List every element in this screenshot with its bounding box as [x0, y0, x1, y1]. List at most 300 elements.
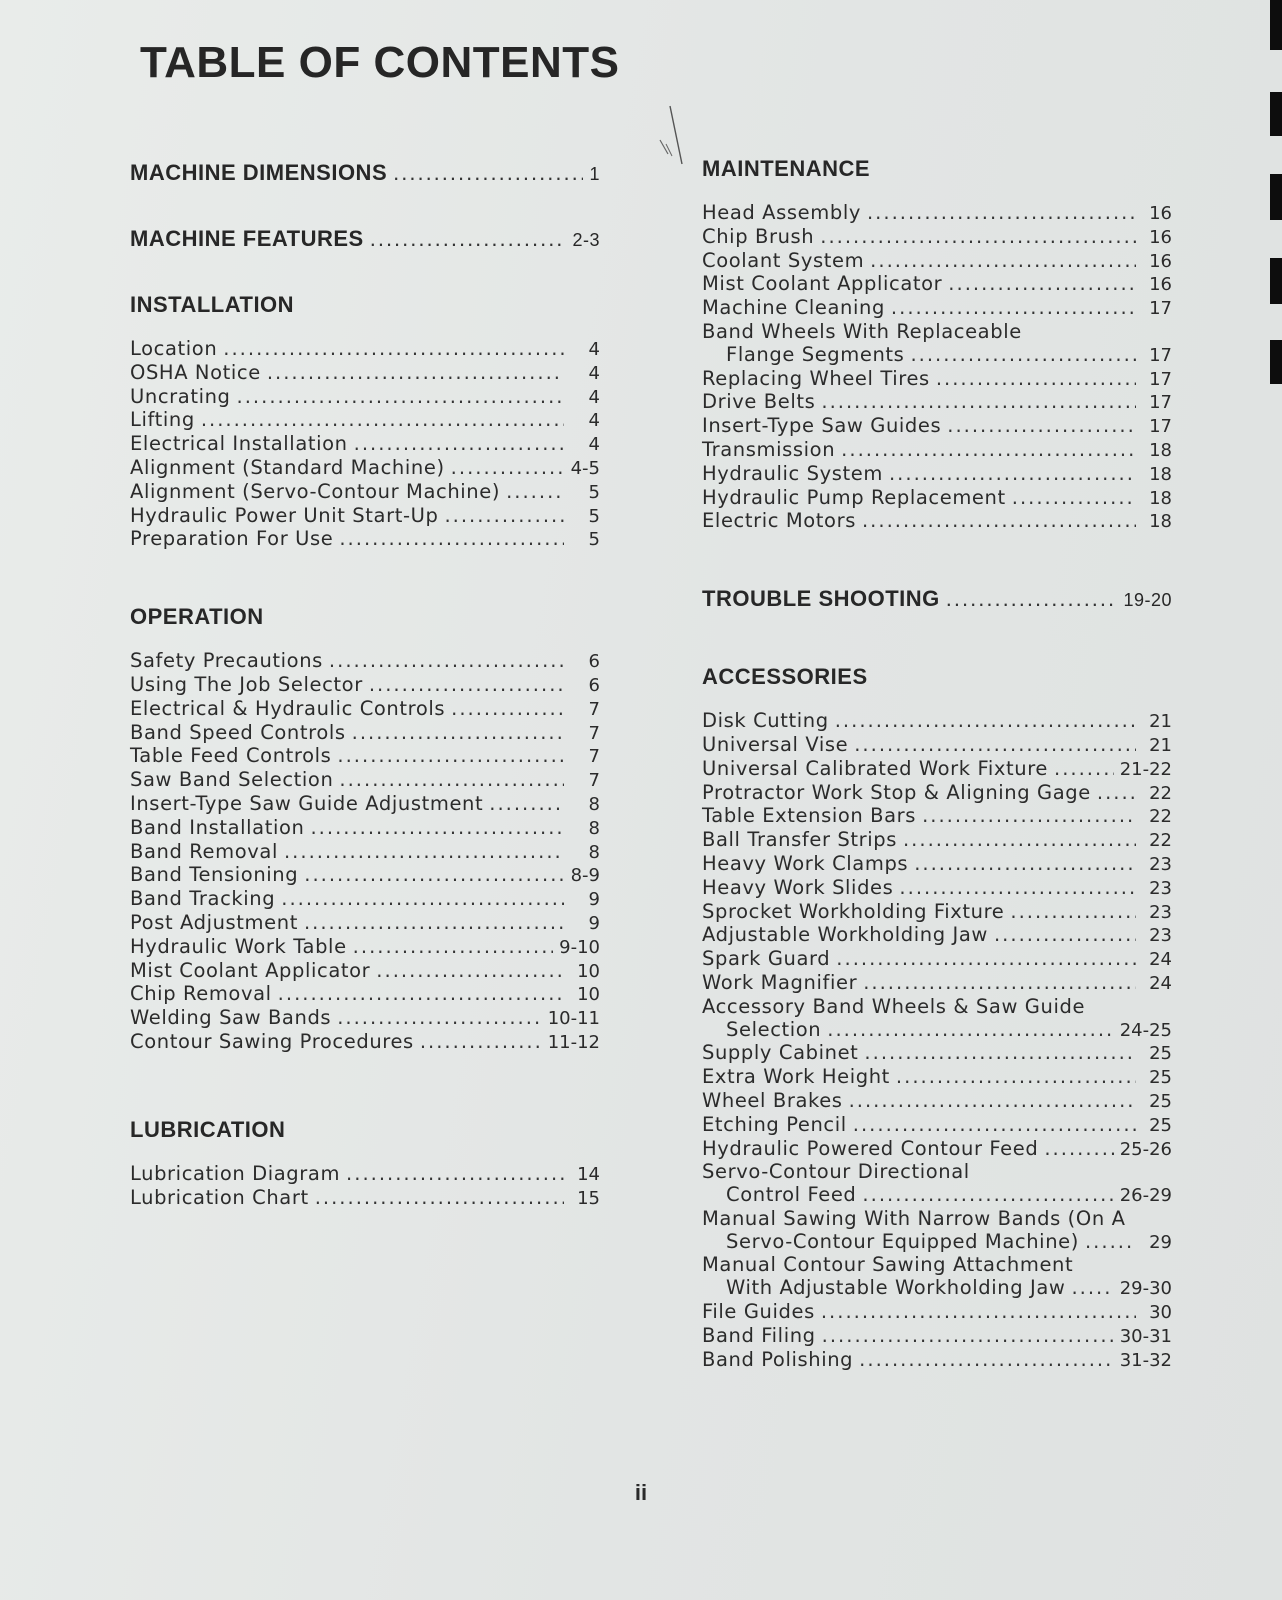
- toc-entry-page: 25: [1149, 1090, 1172, 1112]
- toc-entry-page: 4-5: [570, 457, 600, 479]
- toc-entry-label: Etching Pencil: [702, 1112, 847, 1136]
- dot-leader: [304, 864, 564, 887]
- dot-leader: [946, 586, 1118, 612]
- toc-entry-page: 5: [588, 505, 600, 527]
- dot-leader: [896, 1066, 1136, 1089]
- toc-entry-label: Control Feed: [726, 1183, 857, 1207]
- toc-section: [702, 586, 1172, 612]
- toc-entry: [130, 841, 600, 865]
- toc-entry-page: 5: [588, 529, 600, 551]
- toc-entry: [702, 510, 1172, 534]
- section-spacer: [702, 534, 1172, 586]
- dot-leader: [267, 362, 564, 385]
- toc-entry-page: 26-29: [1119, 1185, 1172, 1207]
- section-heading: [130, 604, 600, 630]
- toc-entry: [702, 710, 1172, 734]
- toc-entry: [130, 817, 600, 841]
- dot-leader: [863, 972, 1136, 995]
- dot-leader: [859, 1349, 1114, 1372]
- toc-entry: [130, 1031, 600, 1055]
- toc-entry-label: Band Tracking: [130, 887, 276, 911]
- toc-entry-page: 8: [588, 793, 600, 815]
- toc-entry-label: Location: [130, 337, 218, 360]
- toc-entry-page: 17: [1149, 298, 1172, 320]
- toc-entry: [702, 1090, 1172, 1114]
- toc-entry: [702, 853, 1172, 877]
- toc-entry-label: Lifting: [130, 408, 195, 432]
- toc-entry-page: 8: [588, 817, 600, 839]
- dot-leader: [337, 745, 564, 768]
- toc-entry: [702, 1138, 1172, 1162]
- toc-entry-label: Hydraulic Power Unit Start-Up: [130, 503, 439, 527]
- toc-entry-label: Alignment (Standard Machine): [130, 455, 445, 479]
- toc-entry-label: Replacing Wheel Tires: [702, 366, 930, 390]
- toc-entry: [702, 273, 1172, 297]
- dot-leader: [420, 1031, 542, 1054]
- dot-leader: [922, 805, 1136, 828]
- toc-entry-label: Spark Guard: [702, 947, 831, 971]
- toc-entry-page: 22: [1149, 782, 1172, 804]
- toc-entry: [702, 439, 1172, 463]
- toc-entry-page: 17: [1149, 392, 1172, 414]
- toc-entry-label: Saw Band Selection: [130, 768, 334, 792]
- dot-leader: [862, 1184, 1113, 1207]
- toc-entry-label: Electric Motors: [702, 509, 856, 533]
- dot-leader: [891, 297, 1136, 320]
- toc-entry-page: 23: [1149, 925, 1172, 947]
- dot-leader: [835, 710, 1136, 733]
- section-page-number: 1: [589, 164, 600, 184]
- toc-entry: [130, 386, 600, 410]
- toc-entry-list: [702, 710, 1172, 1372]
- toc-entry-label: Transmission: [702, 437, 836, 461]
- section-spacer: [130, 252, 600, 292]
- toc-entry: [702, 1019, 1172, 1043]
- dot-leader: [353, 936, 553, 959]
- toc-entry-list: [702, 202, 1172, 534]
- dot-leader: [281, 888, 564, 911]
- toc-entry-label: Insert-Type Saw Guide Adjustment: [130, 791, 484, 815]
- toc-entry: [702, 1042, 1172, 1066]
- dot-leader: [936, 368, 1136, 391]
- toc-right-column: [702, 156, 1172, 1372]
- toc-entry-label: Safety Precautions: [130, 649, 323, 673]
- toc-entry-label: OSHA Notice: [130, 360, 261, 384]
- toc-entry: [702, 297, 1172, 321]
- toc-section: [130, 292, 600, 552]
- toc-entry-page: 8-9: [570, 865, 600, 887]
- toc-entry: [702, 368, 1172, 392]
- toc-entry-page: 21-22: [1119, 758, 1172, 780]
- toc-entry: [130, 722, 600, 746]
- toc-entry: [130, 457, 600, 481]
- dot-leader: [489, 793, 564, 816]
- toc-entry-page: 21: [1149, 711, 1172, 733]
- toc-entry-label: Extra Work Height: [702, 1065, 890, 1089]
- toc-entry-label: Band Polishing: [702, 1347, 854, 1371]
- toc-entry: [702, 1231, 1172, 1255]
- toc-entry-page: 9: [588, 912, 600, 934]
- binder-hole: [1270, 258, 1282, 304]
- toc-entry-label: Heavy Work Clamps: [702, 851, 909, 875]
- toc-entry: [702, 1254, 1172, 1277]
- dot-leader: [867, 202, 1136, 225]
- toc-entry: [702, 250, 1172, 274]
- section-page-number: 19-20: [1123, 590, 1172, 611]
- toc-entry-label: Sprocket Workholding Fixture: [702, 899, 1005, 923]
- dot-leader: [339, 528, 564, 551]
- toc-entry-label: Hydraulic System: [702, 461, 883, 485]
- section-heading-label: TROUBLE SHOOTING: [702, 586, 940, 612]
- page-title: TABLE OF CONTENTS: [140, 38, 620, 87]
- toc-entry-page: 16: [1149, 274, 1172, 296]
- toc-entry-label: Machine Cleaning: [702, 296, 885, 320]
- toc-entry: [130, 936, 600, 960]
- toc-entry-page: 7: [588, 746, 600, 768]
- toc-entry-label: Chip Brush: [702, 224, 815, 248]
- dot-leader: [304, 912, 564, 935]
- toc-entry-label: Selection: [726, 1017, 822, 1041]
- toc-entry-label: Hydraulic Pump Replacement: [702, 485, 1006, 509]
- dot-leader: [451, 698, 564, 721]
- toc-entry-label: Electrical & Hydraulic Controls: [130, 696, 446, 720]
- dot-leader: [1012, 487, 1136, 510]
- toc-entry-label: Flange Segments: [726, 342, 905, 366]
- toc-entry-page: 10: [577, 960, 600, 982]
- section-heading-label: OPERATION: [130, 604, 264, 630]
- toc-entry-label: File Guides: [702, 1300, 815, 1324]
- toc-entry-page: 22: [1149, 806, 1172, 828]
- dot-leader: [315, 1187, 564, 1210]
- dot-leader: [1044, 1138, 1113, 1161]
- toc-entry-page: 7: [588, 722, 600, 744]
- dot-leader: [284, 841, 564, 864]
- toc-entry: [130, 960, 600, 984]
- toc-entry-label: Universal Calibrated Work Fixture: [702, 756, 1049, 780]
- toc-entry: [130, 362, 600, 386]
- dot-leader: [870, 250, 1136, 273]
- toc-entry: [702, 901, 1172, 925]
- section-heading: [702, 156, 1172, 182]
- toc-entry-page: 4: [588, 434, 600, 456]
- section-heading: [702, 586, 1172, 612]
- toc-entry-list: [130, 650, 600, 1055]
- dot-leader: [903, 829, 1136, 852]
- toc-entry-list: [130, 338, 600, 552]
- toc-entry-page: 18: [1149, 487, 1172, 509]
- section-heading-label: LUBRICATION: [130, 1116, 286, 1142]
- toc-entry-page: 16: [1149, 226, 1172, 248]
- toc-entry: [702, 972, 1172, 996]
- toc-entry-label: Post Adjustment: [130, 910, 298, 934]
- toc-entry-label: Band Wheels With Replaceable: [702, 319, 1022, 343]
- section-heading-label: INSTALLATION: [130, 292, 295, 317]
- toc-entry-page: 9: [588, 889, 600, 911]
- toc-entry-label: Hydraulic Work Table: [130, 934, 347, 958]
- toc-entry-page: 18: [1149, 463, 1172, 485]
- toc-entry-label: Preparation For Use: [130, 527, 334, 551]
- section-heading: [702, 664, 1172, 690]
- dot-leader: [1054, 758, 1114, 781]
- toc-entry: [130, 1007, 600, 1031]
- dot-leader: [393, 160, 583, 186]
- pen-mark-icon: [656, 104, 696, 168]
- section-heading: [130, 1117, 600, 1143]
- toc-entry: [702, 344, 1172, 368]
- dot-leader: [376, 960, 564, 983]
- toc-entry: [130, 433, 600, 457]
- dot-leader: [948, 273, 1136, 296]
- toc-entry-page: 18: [1149, 439, 1172, 461]
- toc-entry-label: Servo-Contour Equipped Machine): [726, 1229, 1079, 1253]
- toc-entry-page: 21: [1149, 734, 1172, 756]
- toc-entry-page: 4: [588, 362, 600, 384]
- dot-leader: [370, 226, 567, 252]
- toc-entry-label: Supply Cabinet: [702, 1041, 859, 1065]
- dot-leader: [994, 924, 1136, 947]
- dot-leader: [329, 650, 564, 673]
- toc-entry-label: Welding Saw Bands: [130, 1006, 332, 1030]
- toc-entry-page: 24: [1149, 949, 1172, 971]
- toc-entry-page: 23: [1149, 853, 1172, 875]
- toc-entry: [702, 1114, 1172, 1138]
- toc-entry-page: 4: [588, 386, 600, 408]
- toc-entry-page: 9-10: [559, 936, 600, 958]
- toc-entry-label: Coolant System: [702, 248, 865, 272]
- toc-entry-label: Alignment (Servo-Contour Machine): [130, 479, 501, 503]
- dot-leader: [854, 734, 1136, 757]
- toc-entry: [130, 528, 600, 552]
- toc-entry: [702, 996, 1172, 1019]
- toc-entry: [702, 1066, 1172, 1090]
- toc-entry-label: Table Feed Controls: [130, 744, 332, 768]
- dot-leader: [889, 463, 1136, 486]
- section-heading: [130, 292, 600, 318]
- toc-entry-label: With Adjustable Workholding Jaw: [726, 1276, 1066, 1300]
- toc-entry-label: Contour Sawing Procedures: [130, 1029, 414, 1053]
- dot-leader: [821, 1301, 1136, 1324]
- toc-entry-page: 17: [1149, 344, 1172, 366]
- toc-entry: [130, 912, 600, 936]
- toc-entry-page: 6: [588, 651, 600, 673]
- toc-entry: [702, 321, 1172, 344]
- dot-leader: [310, 817, 564, 840]
- toc-entry: [130, 888, 600, 912]
- toc-entry: [130, 650, 600, 674]
- toc-entry-page: 7: [588, 770, 600, 792]
- toc-entry: [702, 1325, 1172, 1349]
- binder-hole: [1270, 0, 1282, 50]
- toc-entry-label: Ball Transfer Strips: [702, 828, 897, 852]
- toc-entry: [702, 202, 1172, 226]
- toc-entry: [130, 1187, 600, 1211]
- toc-entry-label: Universal Vise: [702, 732, 849, 756]
- toc-entry: [702, 758, 1172, 782]
- binder-hole: [1270, 340, 1282, 384]
- toc-entry-page: 31-32: [1119, 1349, 1172, 1371]
- toc-entry-label: Band Installation: [130, 815, 305, 839]
- toc-entry-page: 22: [1149, 830, 1172, 852]
- toc-section: [130, 160, 600, 186]
- section-heading: [130, 160, 600, 186]
- dot-leader: [506, 481, 564, 504]
- toc-entry: [130, 481, 600, 505]
- toc-entry-label: Using The Job Selector: [130, 672, 363, 696]
- toc-entry: [702, 948, 1172, 972]
- toc-entry: [702, 487, 1172, 511]
- toc-entry-page: 24: [1149, 972, 1172, 994]
- toc-entry-page: 23: [1149, 877, 1172, 899]
- toc-entry-page: 15: [577, 1187, 600, 1209]
- toc-entry: [702, 734, 1172, 758]
- toc-entry-label: Band Filing: [702, 1323, 816, 1347]
- dot-leader: [444, 505, 564, 528]
- dot-leader: [899, 877, 1136, 900]
- dot-leader: [1085, 1231, 1136, 1254]
- toc-entry-page: 17: [1149, 416, 1172, 438]
- toc-entry-label: Heavy Work Slides: [702, 875, 894, 899]
- toc-entry-page: 10-11: [547, 1008, 600, 1030]
- toc-entry: [702, 877, 1172, 901]
- toc-entry: [702, 1161, 1172, 1184]
- toc-entry-label: Mist Coolant Applicator: [130, 958, 371, 982]
- toc-entry-label: Servo-Contour Directional: [702, 1160, 970, 1184]
- toc-section: [702, 156, 1172, 534]
- dot-leader: [1071, 1277, 1113, 1300]
- section-spacer: [130, 1055, 600, 1117]
- toc-entry-label: Chip Removal: [130, 982, 272, 1006]
- toc-entry: [702, 1277, 1172, 1301]
- toc-entry-label: Uncrating: [130, 384, 231, 408]
- dot-leader: [352, 722, 564, 745]
- toc-entry-label: Band Tensioning: [130, 863, 299, 887]
- toc-entry-label: Electrical Installation: [130, 432, 348, 456]
- toc-entry: [130, 769, 600, 793]
- toc-entry: [702, 415, 1172, 439]
- toc-entry-page: 23: [1149, 901, 1172, 923]
- toc-entry: [130, 793, 600, 817]
- toc-entry: [702, 924, 1172, 948]
- toc-entry: [702, 463, 1172, 487]
- page-number: ii: [634, 1480, 648, 1505]
- toc-entry: [702, 1208, 1172, 1231]
- dot-leader: [841, 439, 1136, 462]
- dot-leader: [910, 344, 1136, 367]
- dot-leader: [947, 415, 1136, 438]
- toc-entry-label: Table Extension Bars: [702, 804, 917, 828]
- toc-entry-list: [130, 1163, 600, 1211]
- toc-entry-page: 10: [577, 984, 600, 1006]
- toc-entry-page: 14: [577, 1163, 600, 1185]
- toc-entry-page: 11-12: [547, 1031, 600, 1053]
- dot-leader: [223, 338, 564, 361]
- dot-leader: [337, 1007, 542, 1030]
- section-heading-label: MAINTENANCE: [702, 156, 871, 181]
- toc-entry-label: Lubrication Diagram: [130, 1161, 341, 1185]
- toc-entry-label: Drive Belts: [702, 390, 816, 414]
- toc-entry-page: 29: [1149, 1231, 1172, 1253]
- dot-leader: [864, 1042, 1136, 1065]
- dot-leader: [339, 769, 564, 792]
- binder-hole: [1270, 92, 1282, 136]
- dot-leader: [354, 433, 564, 456]
- toc-entry-page: 7: [588, 698, 600, 720]
- toc-entry-label: Wheel Brakes: [702, 1088, 843, 1112]
- dot-leader: [237, 386, 564, 409]
- section-spacer: [702, 612, 1172, 664]
- section-heading-label: ACCESSORIES: [702, 664, 868, 690]
- toc-entry-page: 25-26: [1119, 1138, 1172, 1160]
- dot-leader: [849, 1090, 1136, 1113]
- toc-entry: [130, 505, 600, 529]
- dot-leader: [836, 948, 1136, 971]
- dot-leader: [451, 457, 564, 480]
- toc-entry-label: Lubrication Chart: [130, 1185, 309, 1209]
- toc-entry: [130, 409, 600, 433]
- dot-leader: [862, 510, 1136, 533]
- toc-entry: [130, 338, 600, 362]
- dot-leader: [820, 226, 1136, 249]
- toc-entry-page: 25: [1149, 1114, 1172, 1136]
- toc-entry-label: Band Speed Controls: [130, 720, 346, 744]
- toc-entry-page: 5: [588, 481, 600, 503]
- toc-entry-label: Protractor Work Stop & Aligning Gage: [702, 780, 1091, 804]
- toc-entry-page: 6: [588, 674, 600, 696]
- toc-entry-label: Mist Coolant Applicator: [702, 272, 943, 296]
- toc-left-column: [130, 160, 600, 1210]
- toc-entry-label: Manual Sawing With Narrow Bands (On A: [702, 1206, 1126, 1230]
- toc-entry: [702, 226, 1172, 250]
- toc-entry: [130, 983, 600, 1007]
- toc-entry: [702, 1184, 1172, 1208]
- toc-entry-page: 30-31: [1119, 1325, 1172, 1347]
- toc-entry: [702, 805, 1172, 829]
- dot-leader: [1097, 782, 1136, 805]
- dot-leader: [1010, 901, 1136, 924]
- toc-entry-page: 25: [1149, 1067, 1172, 1089]
- toc-entry-label: Disk Cutting: [702, 709, 829, 733]
- dot-leader: [346, 1163, 564, 1186]
- toc-entry-page: 4: [588, 410, 600, 432]
- dot-leader: [853, 1114, 1136, 1137]
- toc-section: [130, 1117, 600, 1211]
- section-spacer: [130, 552, 600, 604]
- toc-entry: [130, 745, 600, 769]
- dot-leader: [821, 391, 1136, 414]
- toc-entry-page: 16: [1149, 203, 1172, 224]
- dot-leader: [827, 1019, 1113, 1042]
- toc-entry: [130, 674, 600, 698]
- binder-hole: [1270, 174, 1282, 220]
- toc-entry: [130, 1163, 600, 1187]
- toc-entry-page: 17: [1149, 368, 1172, 390]
- dot-leader: [369, 674, 564, 697]
- toc-entry-page: 25: [1149, 1043, 1172, 1065]
- toc-entry: [702, 1301, 1172, 1325]
- section-page-number: 2-3: [572, 230, 600, 250]
- dot-leader: [278, 983, 564, 1006]
- toc-entry-label: Work Magnifier: [702, 970, 858, 994]
- toc-section: [130, 226, 600, 252]
- toc-entry-page: 29-30: [1119, 1278, 1172, 1300]
- toc-entry-label: Accessory Band Wheels & Saw Guide: [702, 994, 1086, 1018]
- dot-leader: [914, 853, 1136, 876]
- toc-entry-page: 4: [588, 339, 600, 360]
- toc-entry-page: 30: [1149, 1302, 1172, 1324]
- dot-leader: [201, 409, 564, 432]
- toc-entry: [702, 391, 1172, 415]
- section-heading: [130, 226, 600, 252]
